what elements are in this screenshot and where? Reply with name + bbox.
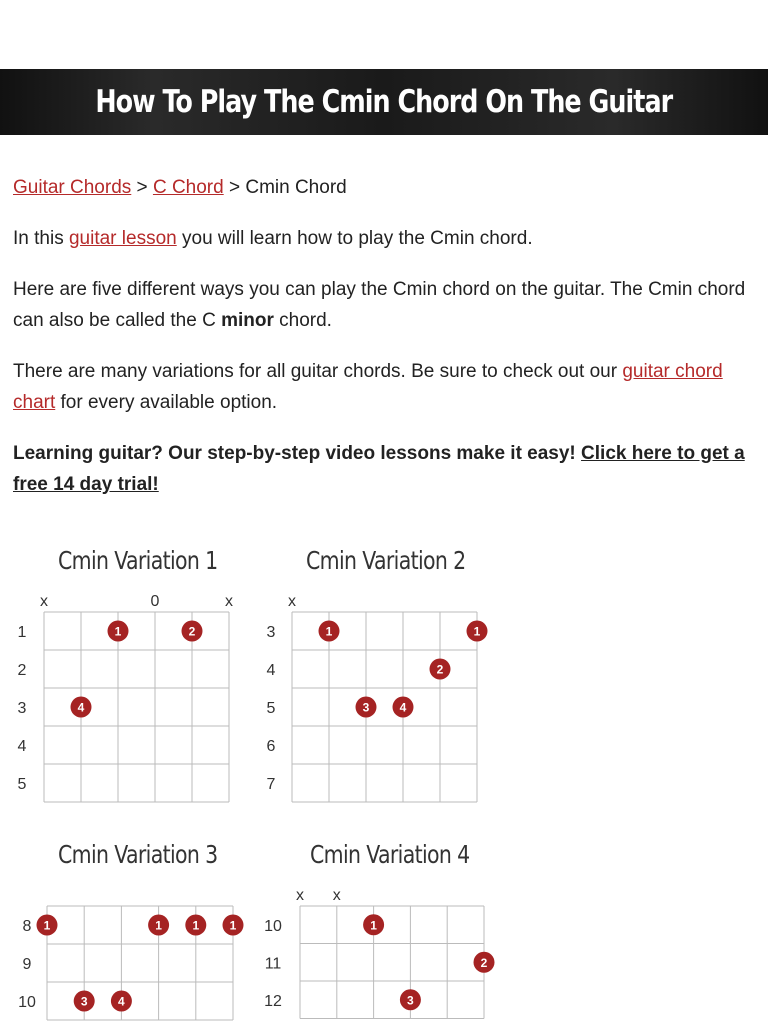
fret-number: 4 xyxy=(17,738,27,755)
guitar-lesson-link[interactable]: guitar lesson xyxy=(68,228,177,249)
string-mark: x xyxy=(296,887,304,904)
page-title: How To Play The Cmin Chord On The Guitar xyxy=(95,84,673,120)
finger-number: 4 xyxy=(399,700,407,715)
finger-number: 1 xyxy=(473,624,481,639)
fret-number: 3 xyxy=(266,624,276,641)
fret-number: 10 xyxy=(264,917,282,935)
breadcrumb-current: Cmin Chord xyxy=(245,177,347,198)
fret-number: 4 xyxy=(266,662,276,679)
finger-number: 4 xyxy=(77,700,85,715)
fret-number: 5 xyxy=(266,700,276,717)
fret-number: 3 xyxy=(17,700,27,717)
finger-number: 4 xyxy=(118,994,125,1009)
fret-number: 2 xyxy=(17,662,27,679)
chart-title: Cmin Variation 1 xyxy=(58,546,218,575)
finger-number: 1 xyxy=(43,918,51,933)
finger-number: 1 xyxy=(192,918,200,933)
string-mark: 0 xyxy=(150,593,160,610)
fret-number: 11 xyxy=(264,955,282,973)
breadcrumb-guitar-chords-link[interactable]: Guitar Chords xyxy=(13,177,132,198)
finger-number: 1 xyxy=(325,624,333,639)
string-mark: x xyxy=(40,593,48,610)
cta-text: Learning guitar? Our step-by-step video lessons make it easy! xyxy=(13,443,582,464)
chart-title: Cmin Variation 2 xyxy=(306,546,466,575)
fret-number: 10 xyxy=(18,994,36,1011)
paragraph-text: for every available option. xyxy=(55,392,278,413)
breadcrumb-separator: > xyxy=(223,177,246,198)
fret-number: 7 xyxy=(266,776,276,793)
finger-number: 2 xyxy=(480,955,488,970)
fret-number: 1 xyxy=(17,624,27,641)
breadcrumb-c-chord-link[interactable]: C Chord xyxy=(152,177,224,198)
finger-number: 3 xyxy=(80,994,88,1009)
free-trial-link[interactable]: Click here to get a free 14 day trial! xyxy=(13,443,745,495)
fret-number: 8 xyxy=(22,918,32,935)
fret-number: 12 xyxy=(264,992,282,1010)
paragraph-text: There are many variations for all guitar chords. Be sure to check out our xyxy=(13,361,623,382)
guitar-chord-chart-link[interactable]: guitar chord chart xyxy=(13,361,723,413)
chart-title: Cmin Variation 4 xyxy=(310,840,470,869)
finger-number: 2 xyxy=(436,662,444,677)
chord-grid xyxy=(300,906,484,1019)
finger-number: 3 xyxy=(362,700,370,715)
fret-number: 9 xyxy=(22,956,32,973)
finger-number: 1 xyxy=(114,624,122,639)
paragraph-text: chord. xyxy=(273,310,332,331)
finger-number: 1 xyxy=(370,918,377,933)
intro-text: you will learn how to play the Cmin chord. xyxy=(176,228,533,249)
fret-number: 5 xyxy=(17,776,27,793)
intro-text: In this xyxy=(13,228,69,249)
chart-title: Cmin Variation 3 xyxy=(58,840,218,869)
chord-grid xyxy=(292,612,477,802)
finger-number: 3 xyxy=(407,993,414,1008)
minor-bold: minor xyxy=(221,310,274,331)
string-mark: x xyxy=(225,593,233,610)
fret-number: 6 xyxy=(266,738,276,755)
finger-number: 2 xyxy=(188,624,196,639)
paragraph-text: Here are five different ways you can play the Cmin chord on the guitar. The Cmin chord can also be called the C xyxy=(13,279,746,331)
breadcrumb-separator: > xyxy=(131,177,153,198)
string-mark: x xyxy=(332,887,341,904)
finger-number: 1 xyxy=(229,918,237,933)
finger-number: 1 xyxy=(155,918,162,933)
string-mark: x xyxy=(288,593,296,610)
